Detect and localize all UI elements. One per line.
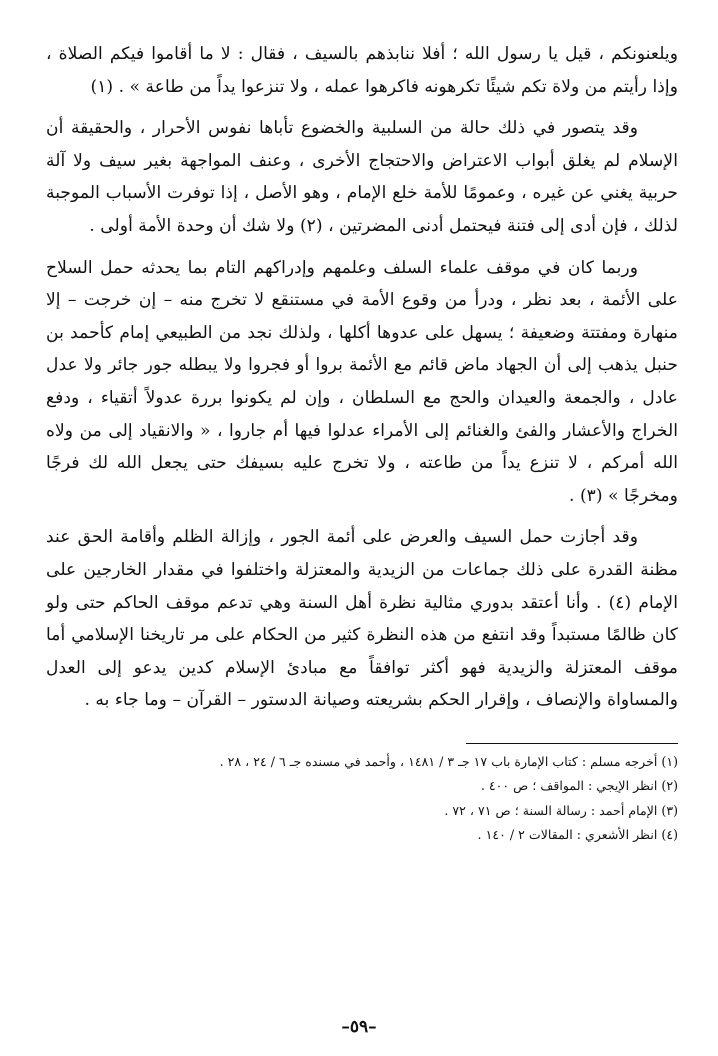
footnote-divider: [466, 743, 678, 744]
paragraph-1: ويلعنونكم ، قيل يا رسول الله ؛ أفلا ننابذهم بالسيف ، فقال : لا ما أقاموا فيكم الصلاة ، وإذا رأيتم من ولاة تكم شيئًا تكرهونه فاكرهوا عمله ، ولا تنزعوا يداً من طاعة » . (١): [46, 44, 678, 97]
footnote-4: (٤) انظر الأشعري : المقالات ٢ / ١٤٠ .: [477, 827, 678, 843]
footnote-3: (٣) الإمام أحمد : رسالة السنة ؛ ص ٧١ ، ٧٢ .: [444, 802, 678, 818]
footnotes: [46, 750, 678, 848]
body-text: [46, 38, 678, 717]
paragraph-3: وربما كان في موقف علماء السلف وعلمهم وإدراكهم التام بما يحدثه حمل السلاح على الأئمة ، بعد نظر ، ودرأ من وقوع الأمة في مستنقع لا تخرج منه – إن خرجت – إلا منهارة ومفتتة وضعيفة ؛ يسهل على عدوها أكلها ، ولذلك نجد من الطبيعي إمام كأحمد بن حنبل يذهب إلى أن الجهاد ماض قائم مع الأئمة بروا أو فجروا ولا يبطله جور جائر ولا عدل عادل ، والجمعة والعيدان والحج مع السلطان ، وإن لم يكونوا بررة عدولاً أتقياء ، ودفع الخراج والأعشار والفئ والغنائم إلى الأمراء عدلوا فيها أم جاروا ، « والانقياد إلى من ولاه الله أمركم ، لا تنزع يداً من طاعته ، ولا تخرج عليه بسيفك حتى يجعل الله لك فرجًا ومخرجًا » (٣) .: [46, 257, 678, 506]
footnote-2: (٢) انظر الإيجي : المواقف ؛ ص ٤٠٠ .: [480, 778, 678, 794]
paragraph-4: وقد أجازت حمل السيف والعرض على أئمة الجور ، وإزالة الظلم وأقامة الحق عند مظنة القدرة على ذلك جماعات من الزيدية والمعتزلة واختلفوا في مقدار الخارجين على الإمام (٤) . وأنا أعتقد بدوري مثالية نظرة أهل السنة وهي تدعم موقف الحاكم حتى ولو كان ظالمًا مستبداً وقد انتفع من هذه النظرة كثير من الحكام على مر تاريخنا الإسلامي أما موقف المعتزلة والزيدية فهو أكثر توافقاً مع مبادئ الإسلام كدين يدعو إلى العدل والمساواة والإنصاف ، وإقرار الحكم بشريعته وصيانة الدستور – القرآن – وما جاء به .: [46, 527, 678, 711]
paragraph-2: وقد يتصور في ذلك حالة من السلبية والخضوع تأباها نفوس الأحرار ، والحقيقة أن الإسلام لم يغلق أبواب الاعتراض والاحتجاج الأخرى ، وعنف المواجهة بغير سيف ولا آلة حربية يغني عن غيره ، وعمومًا للأمة خلع الإمام ، وهو الأصل ، إذا توفرت الأسباب الموجبة لذلك ، فإن أدى إلى فتنة فيحتمل أدنى المضرتين ، (٢) ولا شك أن وحدة الأمة أولى .: [46, 118, 678, 236]
footnote-1: (١) أخرجه مسلم : كتاب الإمارة باب ١٧ جـ ٣ / ١٤٨١ ، وأحمد في مسنده جـ ٦ / ٢٤ ، ٢٨ .: [219, 753, 678, 769]
page-number: –٥٩–: [341, 1017, 377, 1037]
